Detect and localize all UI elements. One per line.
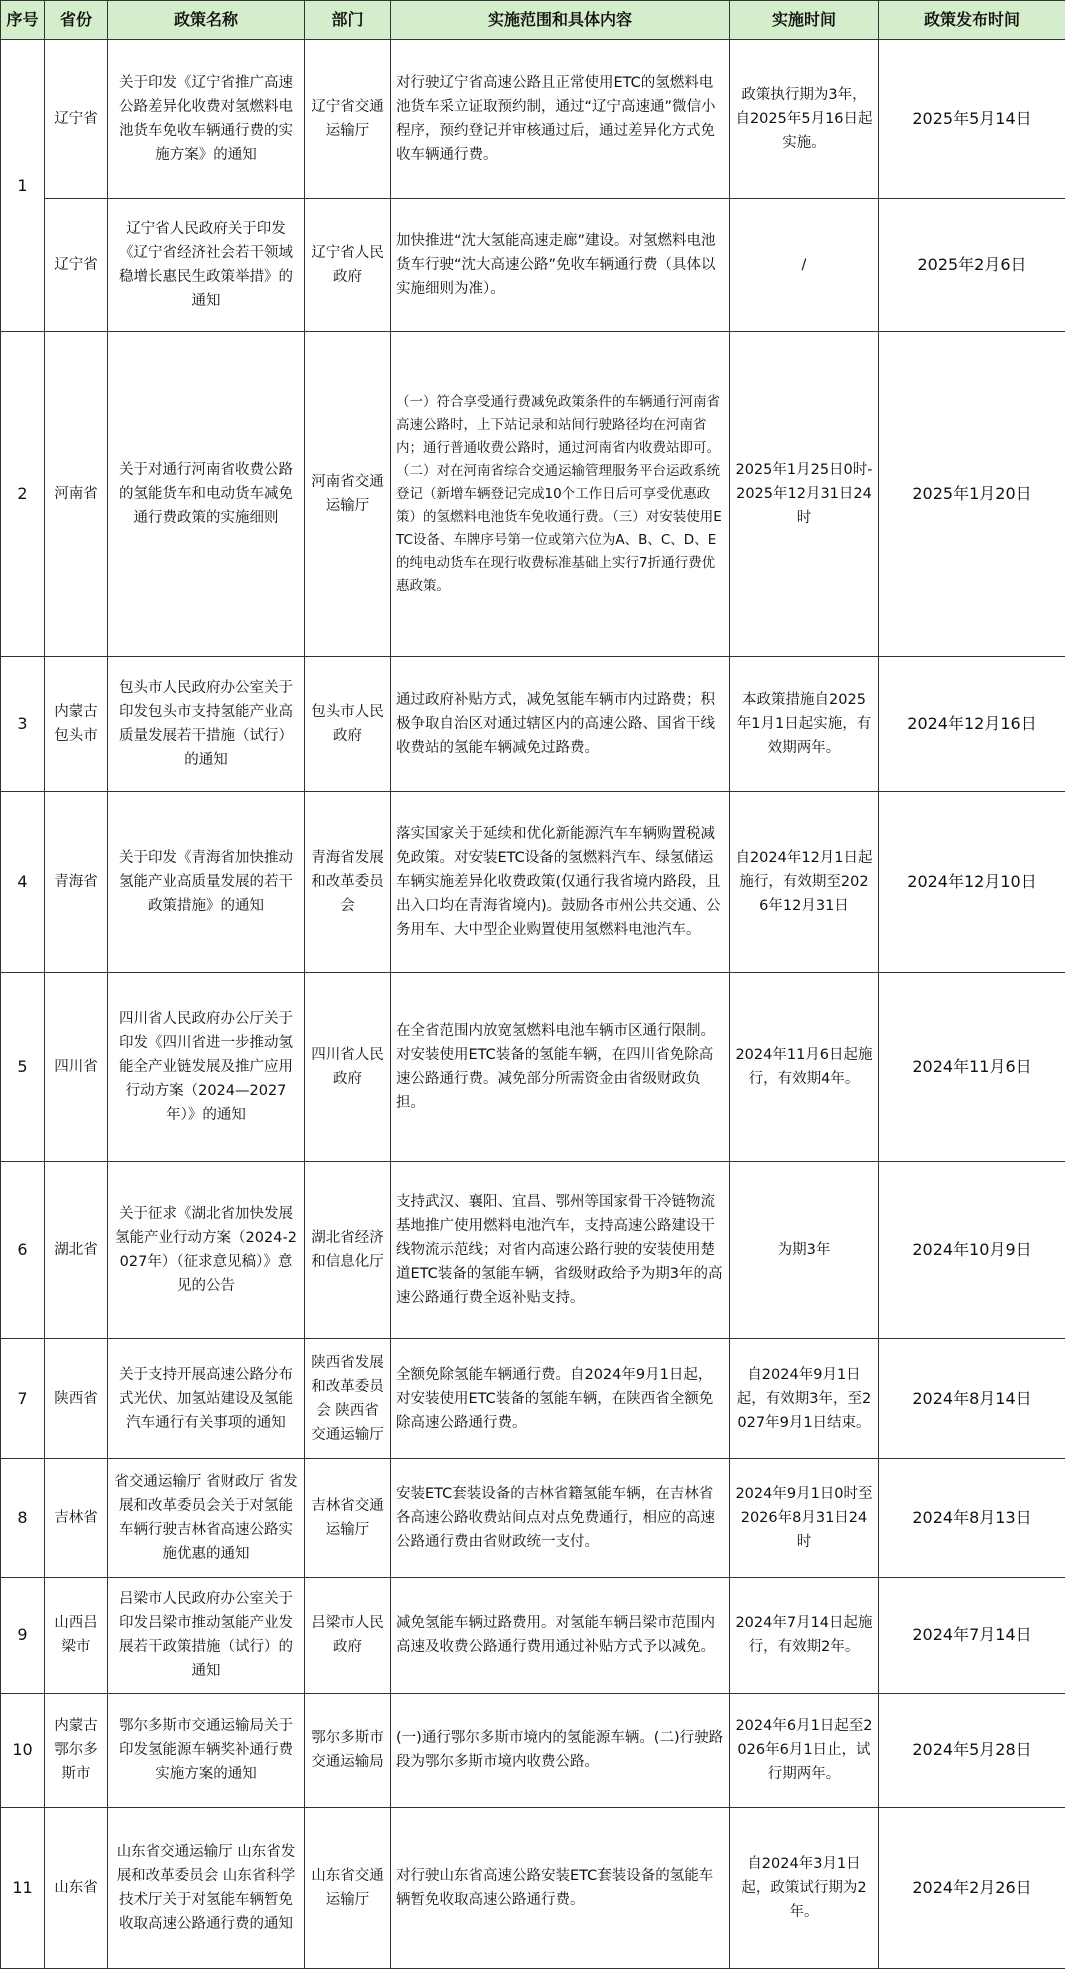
content-cell: 安装ETC套装设备的吉林省籍氢能车辆，在吉林省各高速公路收费站间点对点免费通行，相应的高速公路通行费由省财政统一支付。 bbox=[391, 1459, 730, 1578]
publish-date-cell: 2024年11月6日 bbox=[879, 973, 1065, 1162]
header-province: 省份 bbox=[45, 1, 108, 40]
impl-time-cell: 本政策措施自2025年1月1日起实施，有效期两年。 bbox=[730, 656, 879, 791]
impl-time-cell: 为期3年 bbox=[730, 1162, 879, 1339]
publish-date-cell: 2024年12月16日 bbox=[879, 656, 1065, 791]
province-cell: 湖北省 bbox=[45, 1162, 108, 1339]
table-row bbox=[1, 198, 1065, 332]
department-cell: 青海省发展和改革委员会 bbox=[305, 791, 391, 973]
content-cell: 在全省范围内放宽氢燃料电池车辆市区通行限制。对安装使用ETC装备的氢能车辆，在四川省免除高速公路通行费。减免部分所需资金由省级财政负担。 bbox=[391, 973, 730, 1162]
impl-time-cell: / bbox=[730, 198, 879, 332]
content-cell: 通过政府补贴方式，减免氢能车辆市内过路费；积极争取自治区对通过辖区内的高速公路、国省干线收费站的氢能车辆减免过路费。 bbox=[391, 656, 730, 791]
publish-date-cell: 2024年2月26日 bbox=[879, 1807, 1065, 1968]
header-publish-date: 政策发布时间 bbox=[879, 1, 1065, 40]
policy-name-cell: 关于印发《青海省加快推动氢能产业高质量发展的若干政策措施》的通知 bbox=[108, 791, 305, 973]
table-row bbox=[1, 1577, 1065, 1693]
department-cell: 山东省交通运输厅 bbox=[305, 1807, 391, 1968]
impl-time-cell: 政策执行期为3年，自2025年5月16日起实施。 bbox=[730, 40, 879, 199]
publish-date-cell: 2024年8月14日 bbox=[879, 1339, 1065, 1459]
row-number: 7 bbox=[1, 1339, 45, 1459]
table-row bbox=[1, 1807, 1065, 1968]
header-impl-time: 实施时间 bbox=[730, 1, 879, 40]
province-cell: 内蒙古包头市 bbox=[45, 656, 108, 791]
publish-date-cell: 2025年5月14日 bbox=[879, 40, 1065, 199]
province-cell: 辽宁省 bbox=[45, 198, 108, 332]
header-content: 实施范围和具体内容 bbox=[391, 1, 730, 40]
policy-name-cell: 鄂尔多斯市交通运输局关于印发氢能源车辆奖补通行费实施方案的通知 bbox=[108, 1693, 305, 1807]
content-cell: 全额免除氢能车辆通行费。自2024年9月1日起，对安装使用ETC装备的氢能车辆，在陕西省全额免除高速公路通行费。 bbox=[391, 1339, 730, 1459]
impl-time-cell: 自2024年3月1日起，政策试行期为2年。 bbox=[730, 1807, 879, 1968]
publish-date-cell: 2024年8月13日 bbox=[879, 1459, 1065, 1578]
table-row bbox=[1, 1459, 1065, 1578]
publish-date-cell: 2024年5月28日 bbox=[879, 1693, 1065, 1807]
table-row bbox=[1, 791, 1065, 973]
impl-time-cell: 2024年11月6日起施行，有效期4年。 bbox=[730, 973, 879, 1162]
policy-name-cell: 吕梁市人民政府办公室关于印发吕梁市推动氢能产业发展若干政策措施（试行）的通知 bbox=[108, 1577, 305, 1693]
province-cell: 内蒙古鄂尔多斯市 bbox=[45, 1693, 108, 1807]
row-number: 2 bbox=[1, 332, 45, 657]
department-cell: 辽宁省人民政府 bbox=[305, 198, 391, 332]
header-no: 序号 bbox=[1, 1, 45, 40]
table-row bbox=[1, 656, 1065, 791]
policy-name-cell: 省交通运输厅 省财政厅 省发展和改革委员会关于对氢能车辆行驶吉林省高速公路实施优惠的通知 bbox=[108, 1459, 305, 1578]
publish-date-cell: 2024年7月14日 bbox=[879, 1577, 1065, 1693]
department-cell: 包头市人民政府 bbox=[305, 656, 391, 791]
province-cell: 吉林省 bbox=[45, 1459, 108, 1578]
table-row bbox=[1, 1693, 1065, 1807]
content-cell: 对行驶山东省高速公路安装ETC套装设备的氢能车辆暂免收取高速公路通行费。 bbox=[391, 1807, 730, 1968]
department-cell: 吕梁市人民政府 bbox=[305, 1577, 391, 1693]
department-cell: 吉林省交通运输厅 bbox=[305, 1459, 391, 1578]
row-number: 9 bbox=[1, 1577, 45, 1693]
publish-date-cell: 2024年10月9日 bbox=[879, 1162, 1065, 1339]
department-cell: 四川省人民政府 bbox=[305, 973, 391, 1162]
content-cell: 支持武汉、襄阳、宜昌、鄂州等国家骨干冷链物流基地推广使用燃料电池汽车，支持高速公路建设干线物流示范线；对省内高速公路行驶的安装使用楚道ETC装备的氢能车辆，省级财政给予为期3年的高速公路通行费全返补贴支持。 bbox=[391, 1162, 730, 1339]
policy-name-cell: 关于对通行河南省收费公路的氢能货车和电动货车减免通行费政策的实施细则 bbox=[108, 332, 305, 657]
department-cell: 辽宁省交通运输厅 bbox=[305, 40, 391, 199]
impl-time-cell: 2024年7月14日起施行，有效期2年。 bbox=[730, 1577, 879, 1693]
row-number: 6 bbox=[1, 1162, 45, 1339]
department-cell: 陕西省发展和改革委员会 陕西省交通运输厅 bbox=[305, 1339, 391, 1459]
impl-time-cell: 2024年6月1日起至2026年6月1日止，试行期两年。 bbox=[730, 1693, 879, 1807]
table-row bbox=[1, 1339, 1065, 1459]
policy-name-cell: 关于印发《辽宁省推广高速公路差异化收费对氢燃料电池货车免收车辆通行费的实施方案》的通知 bbox=[108, 40, 305, 199]
table-row bbox=[1, 1162, 1065, 1339]
policy-name-cell: 关于支持开展高速公路分布式光伏、加氢站建设及氢能汽车通行有关事项的通知 bbox=[108, 1339, 305, 1459]
impl-time-cell: 2024年9月1日0时至2026年8月31日24时 bbox=[730, 1459, 879, 1578]
policy-name-cell: 四川省人民政府办公厅关于印发《四川省进一步推动氢能全产业链发展及推广应用行动方案（2024—2027年）》的通知 bbox=[108, 973, 305, 1162]
header-policy-name: 政策名称 bbox=[108, 1, 305, 40]
policy-name-cell: 辽宁省人民政府关于印发《辽宁省经济社会若干领域稳增长惠民生政策举措》的通知 bbox=[108, 198, 305, 332]
publish-date-cell: 2024年12月10日 bbox=[879, 791, 1065, 973]
department-cell: 河南省交通运输厅 bbox=[305, 332, 391, 657]
publish-date-cell: 2025年2月6日 bbox=[879, 198, 1065, 332]
table-row bbox=[1, 332, 1065, 657]
content-cell: 加快推进“沈大氢能高速走廊”建设。对氢燃料电池货车行驶“沈大高速公路”免收车辆通行费（具体以实施细则为准）。 bbox=[391, 198, 730, 332]
department-cell: 鄂尔多斯市交通运输局 bbox=[305, 1693, 391, 1807]
row-number: 5 bbox=[1, 973, 45, 1162]
province-cell: 陕西省 bbox=[45, 1339, 108, 1459]
row-number: 8 bbox=[1, 1459, 45, 1578]
policy-name-cell: 山东省交通运输厅 山东省发展和改革委员会 山东省科学技术厅关于对氢能车辆暂免收取高速公路通行费的通知 bbox=[108, 1807, 305, 1968]
department-cell: 湖北省经济和信息化厅 bbox=[305, 1162, 391, 1339]
row-number: 1 bbox=[1, 40, 45, 332]
content-cell: (一)通行鄂尔多斯市境内的氢能源车辆。(二)行驶路段为鄂尔多斯市境内收费公路。 bbox=[391, 1693, 730, 1807]
row-number: 10 bbox=[1, 1693, 45, 1807]
province-cell: 河南省 bbox=[45, 332, 108, 657]
publish-date-cell: 2025年1月20日 bbox=[879, 332, 1065, 657]
table-row bbox=[1, 40, 1065, 199]
content-cell: 对行驶辽宁省高速公路且正常使用ETC的氢燃料电池货车采立证取预约制，通过“辽宁高速通”微信小程序，预约登记并审核通过后，通过差异化方式免收车辆通行费。 bbox=[391, 40, 730, 199]
policy-name-cell: 关于征求《湖北省加快发展氢能产业行动方案（2024-2027年）（征求意见稿）》意见的公告 bbox=[108, 1162, 305, 1339]
province-cell: 辽宁省 bbox=[45, 40, 108, 199]
content-cell: （一）符合享受通行费减免政策条件的车辆通行河南省高速公路时，上下站记录和站间行驶路径均在河南省内；通行普通收费公路时，通过河南省内收费站即可。（二）对在河南省综合交通运输管理服务平台运政系统登记（新增车辆登记完成10个工作日后可享受优惠政策）的氢燃料电池货车免收通行费。（三）对安装使用ETC设备、车牌序号第一位或第六位为A、B、C、D、E的纯电动货车在现行收费标准基础上实行7折通行费优惠政策。 bbox=[391, 332, 730, 657]
content-cell: 落实国家关于延续和优化新能源汽车车辆购置税减免政策。对安装ETC设备的氢燃料汽车、绿氢储运车辆实施差异化收费政策(仅通行我省境内路段，且出入口均在青海省境内)。鼓励各市州公共交通、公务用车、大中型企业购置使用氢燃料电池汽车。 bbox=[391, 791, 730, 973]
province-cell: 四川省 bbox=[45, 973, 108, 1162]
row-number: 3 bbox=[1, 656, 45, 791]
table-row bbox=[1, 973, 1065, 1162]
header-department: 部门 bbox=[305, 1, 391, 40]
impl-time-cell: 自2024年9月1日起，有效期3年，至2027年9月1日结束。 bbox=[730, 1339, 879, 1459]
province-cell: 山东省 bbox=[45, 1807, 108, 1968]
province-cell: 青海省 bbox=[45, 791, 108, 973]
content-cell: 减免氢能车辆过路费用。对氢能车辆吕梁市范围内高速及收费公路通行费用通过补贴方式予以减免。 bbox=[391, 1577, 730, 1693]
row-number: 11 bbox=[1, 1807, 45, 1968]
row-number: 4 bbox=[1, 791, 45, 973]
impl-time-cell: 2025年1月25日0时-2025年12月31日24时 bbox=[730, 332, 879, 657]
header-row bbox=[1, 1, 1065, 40]
province-cell: 山西吕梁市 bbox=[45, 1577, 108, 1693]
policy-name-cell: 包头市人民政府办公室关于印发包头市支持氢能产业高质量发展若干措施（试行）的通知 bbox=[108, 656, 305, 791]
impl-time-cell: 自2024年12月1日起施行，有效期至2026年12月31日 bbox=[730, 791, 879, 973]
